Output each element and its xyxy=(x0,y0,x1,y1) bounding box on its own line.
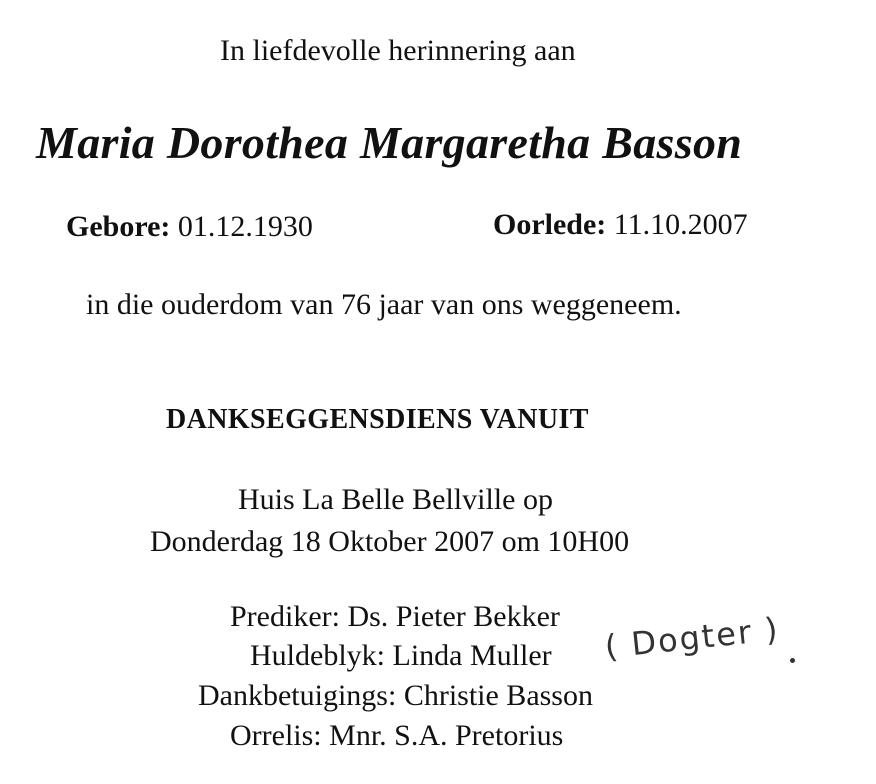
intro-text: In liefdevolle herinnering aan xyxy=(220,34,576,67)
handwritten-note: ( Dogter ) xyxy=(603,609,782,666)
death-value: 11.10.2007 xyxy=(613,208,748,241)
role-label: Prediker: xyxy=(230,600,340,633)
role-person: Linda Muller xyxy=(392,639,552,672)
deceased-name: Maria Dorothea Margaretha Basson xyxy=(36,117,743,168)
birth-value: 01.12.1930 xyxy=(177,210,313,243)
service-datetime: Donderdag 18 Oktober 2007 om 10H00 xyxy=(150,525,630,558)
death-label: Oorlede: xyxy=(493,208,607,241)
role-person: Mnr. S.A. Pretorius xyxy=(329,719,564,752)
handwritten-dot xyxy=(790,658,795,663)
role-label: Dankbetuigings: xyxy=(198,679,397,712)
role-line-tribute xyxy=(250,641,552,671)
role-person: Christie Basson xyxy=(403,679,593,712)
role-line-organist xyxy=(230,721,563,751)
role-line-preacher xyxy=(230,602,560,632)
role-label: Orrelis: xyxy=(230,719,322,752)
role-label: Huldeblyk: xyxy=(250,639,385,672)
role-line-thanks xyxy=(198,681,593,711)
service-title: DANKSEGGENSDIENS VANUIT xyxy=(166,404,589,435)
role-person: Ds. Pieter Bekker xyxy=(347,600,560,633)
service-venue: Huis La Belle Bellville op xyxy=(238,483,553,516)
birth-label: Gebore: xyxy=(66,210,171,243)
age-line: in die ouderdom van 76 jaar van ons weggeneem. xyxy=(86,288,682,321)
death-date xyxy=(493,210,748,240)
birth-date xyxy=(66,212,313,242)
